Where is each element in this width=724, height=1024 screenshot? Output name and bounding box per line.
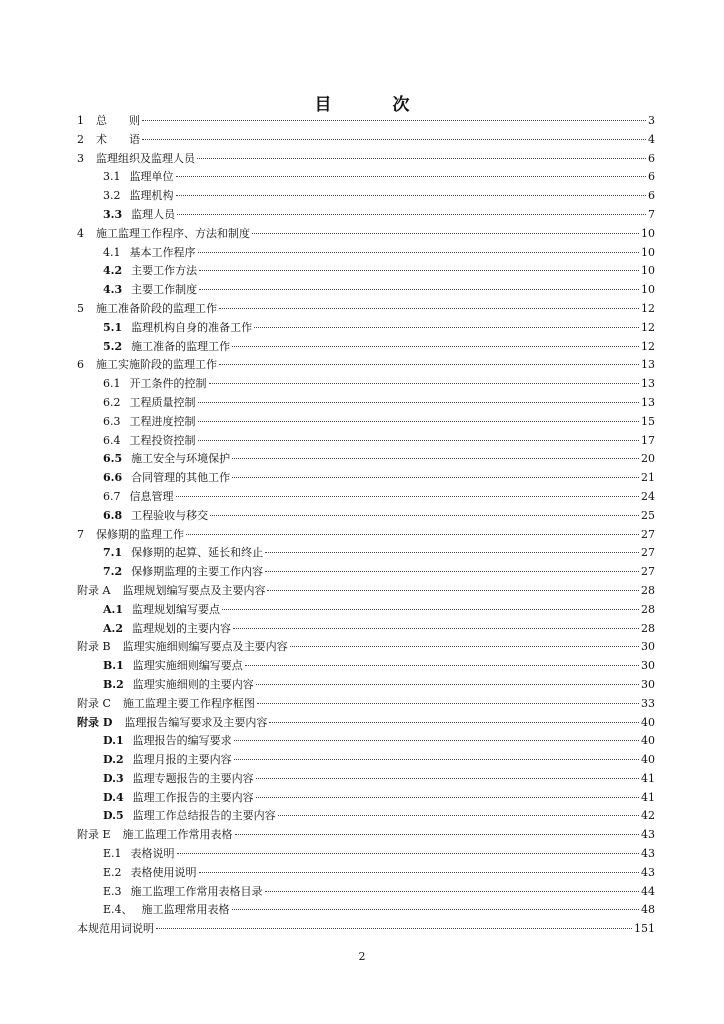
toc-entry[interactable] — [77, 657, 655, 676]
toc-entry-page: 10 — [641, 283, 655, 297]
toc-entry-page: 25 — [641, 508, 655, 522]
toc-entry-page: 6 — [648, 189, 655, 203]
dot-leader — [198, 421, 640, 422]
toc-entry[interactable] — [77, 826, 655, 845]
dot-leader — [176, 195, 647, 196]
toc-entry[interactable] — [77, 901, 655, 920]
toc-entry[interactable] — [77, 789, 655, 808]
toc-entry[interactable] — [77, 131, 655, 150]
toc-entry[interactable] — [77, 695, 655, 714]
dot-leader — [233, 628, 639, 629]
dot-leader — [198, 440, 640, 441]
dot-leader — [232, 477, 639, 478]
toc-entry-number: 附录 E — [77, 828, 111, 842]
toc-entry-title: 施工监理常用表格 — [141, 903, 230, 917]
toc-entry[interactable] — [77, 751, 655, 770]
toc-entry-title: 监理工作报告的主要内容 — [132, 790, 254, 804]
dot-leader — [265, 891, 639, 892]
toc-entry[interactable] — [77, 563, 655, 582]
toc-entry-page: 20 — [641, 452, 655, 466]
toc-entry[interactable] — [77, 338, 655, 357]
toc-entry-number: D.1 — [103, 734, 124, 748]
toc-entry-title: 施工准备的监理工作 — [131, 339, 231, 353]
toc-entry-page: 10 — [641, 245, 655, 259]
toc-entry-title: 保修期的监理工作 — [96, 527, 184, 541]
toc-entry-number: 7.2 — [103, 565, 123, 579]
toc-entry-title: 工程进度控制 — [129, 414, 196, 428]
dot-leader — [177, 214, 646, 215]
toc-entry-number: 4.2 — [103, 264, 123, 278]
toc-entry-title: 监理规划编写要点 — [132, 602, 221, 616]
toc-entry-number: 6.4 — [103, 433, 121, 447]
toc-entry-number: 4.1 — [103, 245, 121, 259]
toc-entry-title: 保修期的起算、延长和终止 — [131, 546, 264, 560]
toc-entry-number: 7 — [77, 527, 84, 541]
toc-entry-number: A.1 — [103, 602, 124, 616]
toc-entry-number: 3.1 — [103, 170, 121, 184]
toc-entry-number: 2 — [77, 132, 84, 146]
toc-entry-number: B.1 — [103, 659, 124, 673]
toc-entry-title: 监理月报的主要内容 — [132, 753, 232, 767]
toc-entry[interactable] — [77, 432, 655, 451]
dot-leader — [256, 778, 639, 779]
toc-entry[interactable] — [77, 394, 655, 413]
toc-entry-number: 4 — [77, 226, 84, 240]
toc-entry-number: D.3 — [103, 771, 124, 785]
dot-leader — [222, 609, 639, 610]
dot-leader — [198, 402, 640, 403]
toc-entry[interactable] — [77, 112, 655, 131]
dot-leader — [254, 327, 639, 328]
dot-leader — [265, 571, 639, 572]
dot-leader — [232, 909, 639, 910]
dot-leader — [234, 740, 639, 741]
toc-entry-number: 6.2 — [103, 395, 121, 409]
toc-entry-page: 43 — [641, 847, 655, 861]
toc-entry-page: 41 — [641, 790, 655, 804]
toc-entry-page: 24 — [641, 489, 655, 503]
dot-leader — [267, 590, 639, 591]
dot-leader — [142, 120, 646, 121]
toc-entry-title: 监理人员 — [131, 207, 176, 221]
dot-leader — [232, 458, 639, 459]
dot-leader — [177, 853, 639, 854]
toc-entry-number: 6.1 — [103, 377, 121, 391]
dot-leader — [199, 872, 639, 873]
dot-leader — [197, 158, 646, 159]
dot-leader — [252, 233, 639, 234]
toc-entry-title: 监理实施细则编写要点 — [132, 659, 243, 673]
toc-entry-page: 40 — [641, 734, 655, 748]
toc-entry-title: 表格说明 — [130, 847, 175, 861]
toc-entry-page: 12 — [641, 339, 655, 353]
toc-entry-number: 1 — [77, 114, 84, 127]
toc-entry-number: E.4、 — [103, 903, 133, 917]
toc-entry-number: A.2 — [103, 621, 124, 635]
toc-entry-page: 40 — [641, 753, 655, 767]
toc-entry[interactable] — [77, 262, 655, 281]
toc-entry-page: 17 — [641, 433, 655, 447]
toc-entry-page: 15 — [641, 414, 655, 428]
dot-leader — [199, 270, 639, 271]
toc-entry-title: 监理组织及监理人员 — [96, 151, 195, 165]
toc-entry-page: 6 — [648, 170, 655, 184]
toc-entry-title: 监理单位 — [129, 170, 174, 184]
toc-entry[interactable] — [77, 356, 655, 375]
toc-entry-title: 监理实施细则编写要点及主要内容 — [122, 640, 288, 654]
toc-entry[interactable] — [77, 206, 655, 225]
dot-leader — [176, 176, 647, 177]
toc-entry-title: 主要工作方法 — [131, 264, 198, 278]
toc-entry-number: 5.1 — [103, 320, 123, 334]
toc-entry-number: 附录 C — [77, 696, 111, 710]
toc-entry-title: 工程投资控制 — [129, 433, 196, 447]
toc-entry-number: 6.8 — [103, 508, 123, 522]
toc-entry-number: 4.3 — [103, 283, 123, 297]
toc-entry[interactable] — [77, 601, 655, 620]
toc-entry-number: 6 — [77, 358, 84, 372]
toc-entry-page: 4 — [648, 132, 655, 146]
dot-leader — [210, 515, 639, 516]
toc-entry-page: 43 — [641, 865, 655, 879]
dot-leader — [265, 552, 639, 553]
toc-entry-page: 30 — [641, 677, 655, 691]
toc-entry-page: 13 — [641, 358, 655, 372]
toc-entry[interactable] — [77, 168, 655, 187]
toc-entry[interactable] — [77, 770, 655, 789]
toc-entry-title: 施工准备阶段的监理工作 — [96, 301, 217, 315]
dot-leader — [245, 665, 639, 666]
toc-entry-page: 12 — [641, 301, 655, 315]
toc-entry-number: 6.7 — [103, 489, 121, 503]
toc-entry-page: 28 — [641, 583, 655, 597]
dot-leader — [198, 252, 640, 253]
dot-leader — [235, 834, 639, 835]
toc-entry[interactable] — [77, 638, 655, 657]
dot-leader — [219, 308, 639, 309]
table-of-contents — [77, 112, 655, 939]
toc-entry-page: 3 — [648, 114, 655, 127]
toc-entry-page: 30 — [641, 640, 655, 654]
toc-entry-number: 3.3 — [103, 207, 123, 221]
toc-entry-page: 41 — [641, 771, 655, 785]
toc-entry[interactable] — [77, 150, 655, 169]
toc-entry-number: 6.5 — [103, 452, 123, 466]
toc-entry-page: 33 — [641, 696, 655, 710]
toc-entry-title: 工程验收与移交 — [131, 508, 209, 522]
toc-entry-title: 工程质量控制 — [129, 395, 196, 409]
toc-entry-title: 主要工作制度 — [131, 283, 198, 297]
toc-entry-title: 基本工作程序 — [129, 245, 196, 259]
toc-entry-title: 开工条件的控制 — [129, 377, 207, 391]
toc-entry-title: 保修期监理的主要工作内容 — [131, 565, 264, 579]
toc-entry-page: 6 — [648, 151, 655, 165]
toc-entry[interactable] — [77, 920, 655, 939]
toc-entry-page: 10 — [641, 264, 655, 278]
toc-entry-title: 术 语 — [96, 132, 140, 146]
toc-entry-title: 监理工作总结报告的主要内容 — [132, 809, 276, 823]
toc-entry-title: 施工实施阶段的监理工作 — [96, 358, 217, 372]
toc-entry[interactable] — [77, 225, 655, 244]
dot-leader — [186, 534, 639, 535]
toc-entry-number: 6.6 — [103, 471, 123, 485]
toc-entry-page: 43 — [641, 828, 655, 842]
page-number: 2 — [358, 950, 366, 963]
dot-leader — [219, 364, 639, 365]
dot-leader — [256, 797, 639, 798]
toc-entry-page: 12 — [641, 320, 655, 334]
dot-leader — [199, 289, 639, 290]
toc-entry[interactable] — [77, 582, 655, 601]
toc-entry[interactable] — [77, 469, 655, 488]
toc-entry-title: 监理机构自身的准备工作 — [131, 320, 253, 334]
toc-entry-page: 10 — [641, 226, 655, 240]
toc-entry-title: 监理专题报告的主要内容 — [132, 771, 254, 785]
toc-entry-page: 7 — [648, 207, 655, 221]
toc-entry[interactable] — [77, 413, 655, 432]
toc-entry[interactable] — [77, 620, 655, 639]
toc-entry-page: 21 — [641, 471, 655, 485]
toc-entry-title: 总 则 — [96, 114, 140, 127]
toc-entry-number: 7.1 — [103, 546, 123, 560]
toc-entry[interactable] — [77, 732, 655, 751]
toc-entry[interactable] — [77, 714, 655, 733]
toc-entry[interactable] — [77, 676, 655, 695]
dot-leader — [209, 383, 640, 384]
dot-leader — [269, 722, 639, 723]
toc-entry-title: 监理机构 — [129, 189, 174, 203]
toc-entry-page: 27 — [641, 546, 655, 560]
toc-entry[interactable] — [77, 544, 655, 563]
toc-entry-title: 施工安全与环境保护 — [131, 452, 231, 466]
toc-entry-title: 施工监理工作常用表格目录 — [130, 884, 263, 898]
toc-entry-title: 本规范用词说明 — [77, 922, 154, 936]
toc-entry-title: 信息管理 — [129, 489, 174, 503]
toc-entry-page: 42 — [641, 809, 655, 823]
toc-entry-page: 27 — [641, 527, 655, 541]
toc-entry[interactable] — [77, 883, 655, 902]
toc-entry-title: 施工监理工作常用表格 — [122, 828, 233, 842]
toc-entry-number: E.2 — [103, 865, 122, 879]
toc-entry-page: 13 — [641, 395, 655, 409]
dot-leader — [278, 815, 639, 816]
toc-entry[interactable] — [77, 488, 655, 507]
toc-entry[interactable] — [77, 187, 655, 206]
toc-entry-page: 30 — [641, 659, 655, 673]
dot-leader — [232, 346, 639, 347]
toc-entry-page: 40 — [641, 715, 655, 729]
toc-entry[interactable] — [77, 845, 655, 864]
toc-entry-page: 48 — [641, 903, 655, 917]
toc-entry[interactable] — [77, 375, 655, 394]
toc-entry-page: 27 — [641, 565, 655, 579]
toc-entry-number: 3 — [77, 151, 84, 165]
toc-entry-title: 监理报告编写要求及主要内容 — [124, 715, 268, 729]
dot-leader — [234, 759, 639, 760]
toc-entry[interactable] — [77, 244, 655, 263]
dot-leader — [257, 703, 639, 704]
toc-entry-title: 监理报告的编写要求 — [132, 734, 232, 748]
toc-entry-number: 6.3 — [103, 414, 121, 428]
toc-entry[interactable] — [77, 450, 655, 469]
toc-entry-number: 附录 D — [77, 715, 113, 729]
toc-entry-title: 施工监理工作程序、方法和制度 — [96, 226, 250, 240]
toc-entry-page: 151 — [634, 922, 655, 936]
toc-entry-title: 监理规划的主要内容 — [132, 621, 232, 635]
toc-title: 目 次 — [314, 95, 432, 115]
toc-entry-title: 施工监理主要工作程序框图 — [122, 696, 255, 710]
dot-leader — [256, 684, 639, 685]
toc-entry-number: D.4 — [103, 790, 124, 804]
toc-entry-title: 合同管理的其他工作 — [131, 471, 231, 485]
toc-entry-number: D.5 — [103, 809, 124, 823]
toc-entry[interactable] — [77, 507, 655, 526]
toc-entry-title: 监理规划编写要点及主要内容 — [122, 583, 266, 597]
toc-entry-title: 表格使用说明 — [130, 865, 197, 879]
toc-entry[interactable] — [77, 864, 655, 883]
toc-entry[interactable] — [77, 526, 655, 545]
toc-entry[interactable] — [77, 281, 655, 300]
dot-leader — [290, 646, 639, 647]
toc-entry-page: 44 — [641, 884, 655, 898]
dot-leader — [156, 928, 632, 929]
toc-entry[interactable] — [77, 319, 655, 338]
toc-entry-title: 监理实施细则的主要内容 — [132, 677, 254, 691]
toc-entry-page: 28 — [641, 621, 655, 635]
toc-entry[interactable] — [77, 807, 655, 826]
toc-entry-number: 附录 B — [77, 640, 111, 654]
toc-entry-page: 28 — [641, 602, 655, 616]
toc-entry[interactable] — [77, 300, 655, 319]
dot-leader — [142, 139, 646, 140]
toc-entry-page: 13 — [641, 377, 655, 391]
toc-entry-number: E.3 — [103, 884, 122, 898]
toc-entry-number: 3.2 — [103, 189, 121, 203]
toc-entry-number: E.1 — [103, 847, 122, 861]
toc-entry-number: 5.2 — [103, 339, 123, 353]
toc-entry-number: D.2 — [103, 753, 124, 767]
dot-leader — [176, 496, 640, 497]
toc-entry-number: 5 — [77, 301, 84, 315]
toc-entry-number: 附录 A — [77, 583, 111, 597]
toc-entry-number: B.2 — [103, 677, 124, 691]
